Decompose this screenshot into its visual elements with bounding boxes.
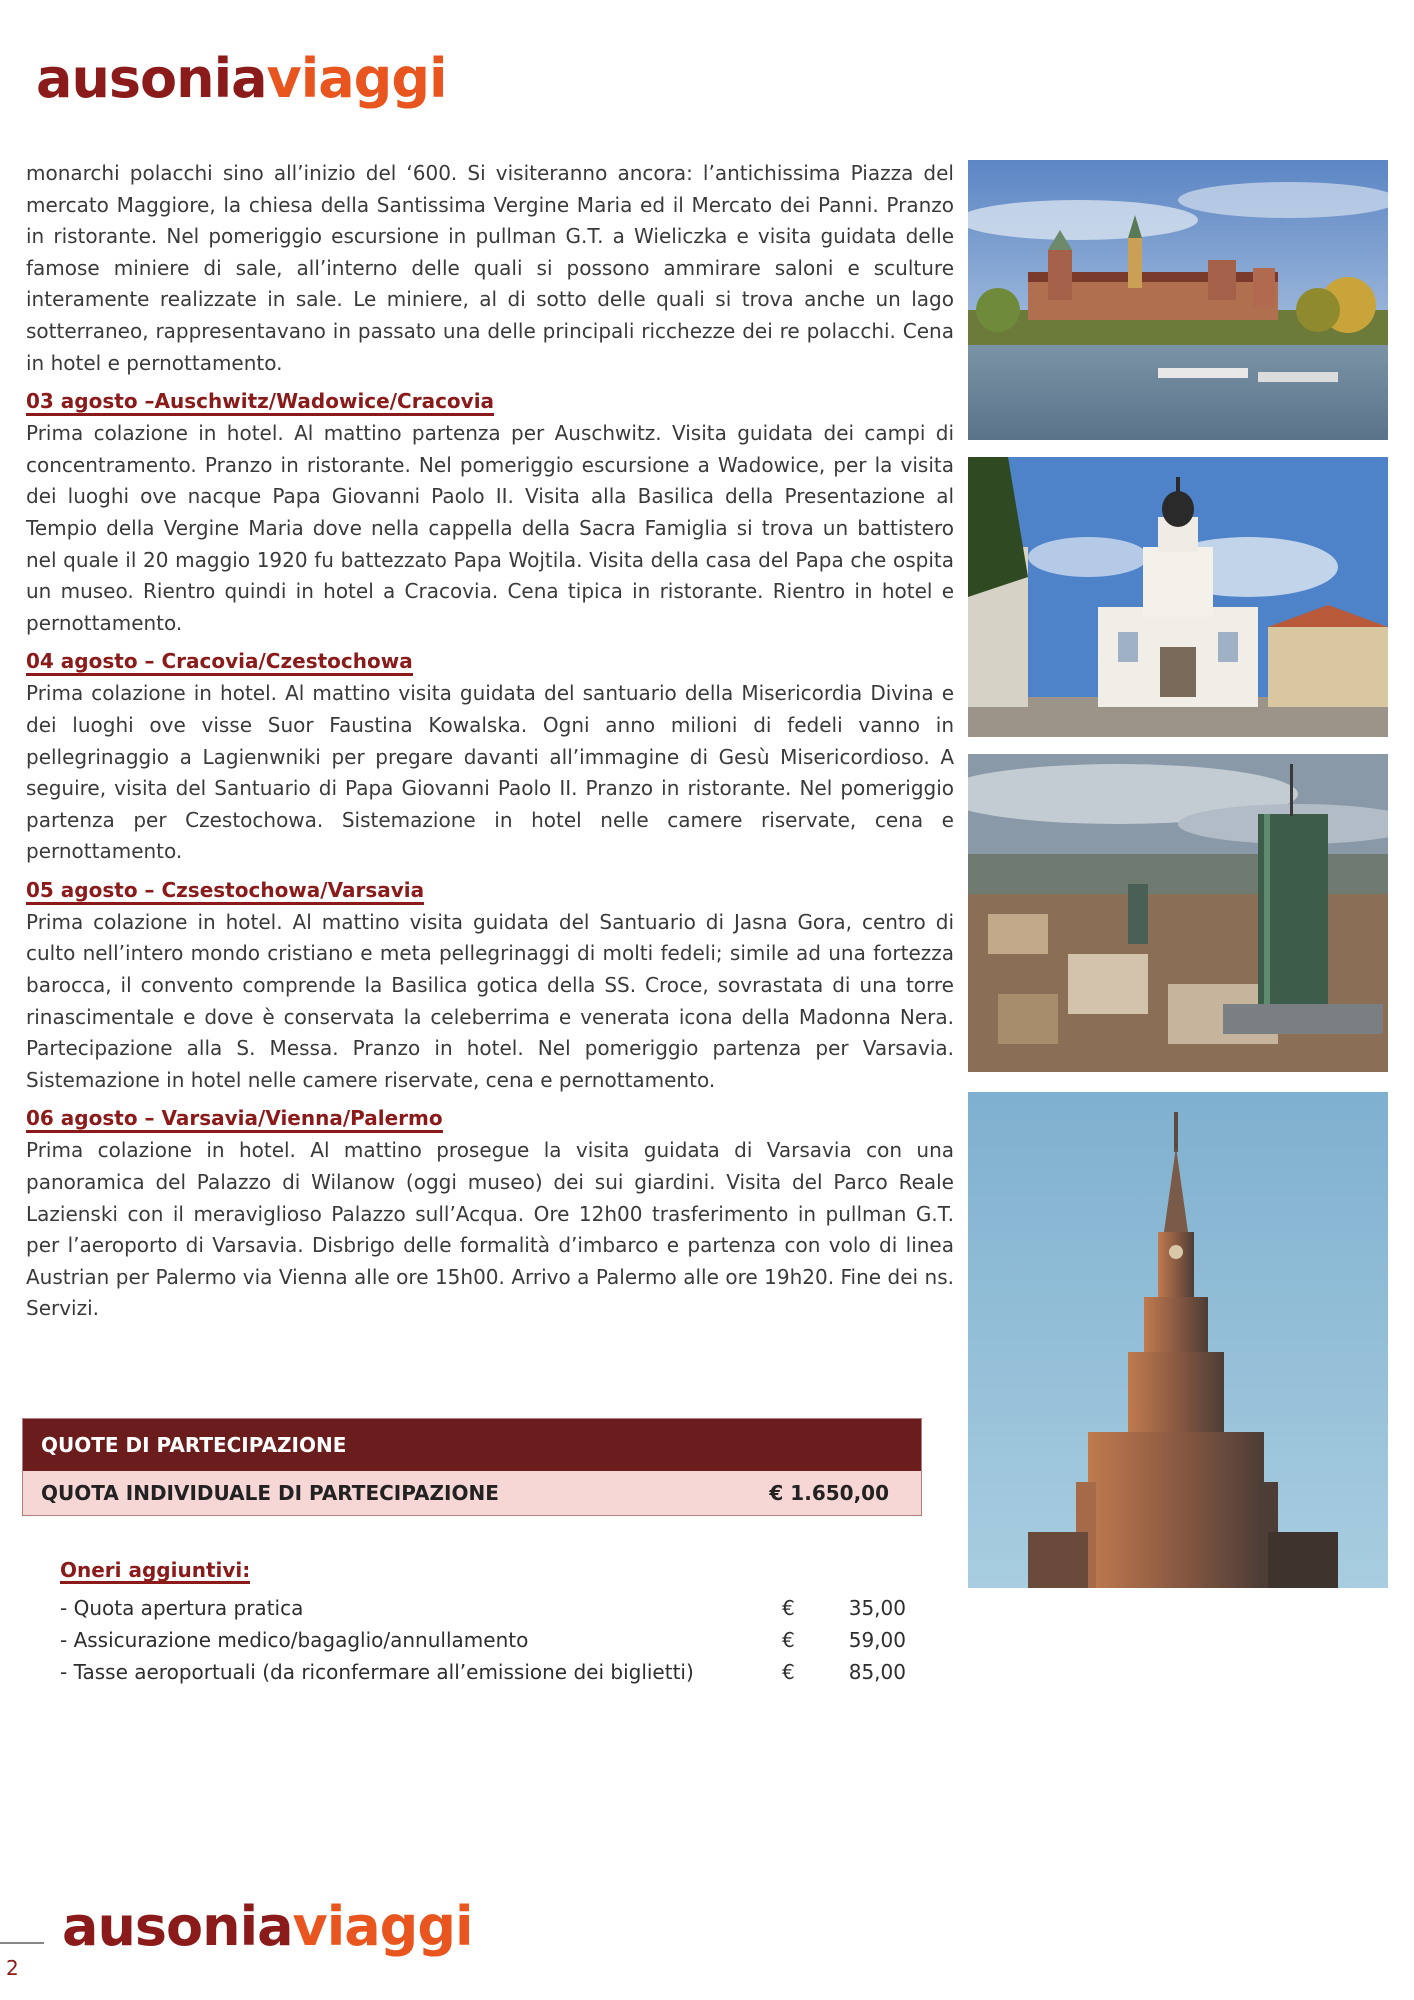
day-text: Prima colazione in hotel. Al mattino prosegue la visita guidata di Varsavia con una panoramica del Palazzo di Wilanow (oggi museo) dei sui giardini. Visita del Parco Reale Lazienski con il meraviglioso Palazzo sull’Acqua. Ore 12h00 trasferimento in pullman G.T. per l’aeroporto di Varsavia. Disbrigo delle formalità d’imbarco e partenza con volo di linea Austrian per Palermo via Vienna alle ore 15h00. Arrivo a Palermo alle ore 19h20. Fine dei ns. Servizi.: [26, 1138, 954, 1321]
quote-row: [23, 1471, 921, 1515]
charge-currency: €: [782, 1660, 795, 1684]
additional-charges: [60, 1558, 906, 1688]
day-title: 04 agosto – Cracovia/Czestochowa: [26, 649, 413, 676]
photo-wawel-castle: [968, 160, 1388, 440]
quote-row-price: € 1.650,00: [769, 1481, 889, 1505]
day-title: 06 agosto – Varsavia/Vienna/Palermo: [26, 1106, 443, 1133]
charge-label: - Quota apertura pratica: [60, 1596, 304, 1620]
charge-row: [60, 1592, 906, 1624]
day-section: [26, 868, 954, 1097]
logo-part-ausonia: ausonia: [62, 1895, 293, 1958]
additional-charges-title: Oneri aggiuntivi:: [60, 1558, 251, 1582]
quote-table: [22, 1418, 922, 1516]
quote-row-label: QUOTA INDIVIDUALE DI PARTECIPAZIONE: [41, 1481, 499, 1505]
quote-table-header: QUOTE DI PARTECIPAZIONE: [23, 1419, 921, 1471]
day-section: [26, 1096, 954, 1325]
day-title: 03 agosto –Auschwitz/Wadowice/Cracovia: [26, 389, 494, 416]
charge-currency: €: [782, 1596, 795, 1620]
intro-paragraph: monarchi polacchi sino all’inizio del ‘600. Si visiteranno ancora: l’antichissima Piazza del mercato Maggiore, la chiesa della Santissima Vergine Maria ed il Mercato dei Panni. Pranzo in ristorante. Nel pomeriggio escursione in pullman G.T. a Wieliczka e visita guidata delle famose miniere di sale, all’interno delle quali si possono ammirare saloni e sculture interamente realizzate in sale. Le miniere, al di sotto delle quali si trova anche un lago sotterraneo, rappresentavano in passato una delle principali ricchezze dei re polacchi. Cena in hotel e pernottamento.: [26, 161, 954, 375]
day-section: [26, 379, 954, 639]
charge-row: [60, 1624, 906, 1656]
day-text: Prima colazione in hotel. Al mattino partenza per Auschwitz. Visita guidata dei campi di concentramento. Pranzo in ristorante. Nel pomeriggio escursione a Wadowice, per la visita dei luoghi ove nacque Papa Giovanni Paolo II. Visita alla Basilica della Presentazione al Tempio della Vergine Maria dove nella cappella della Sacra Famiglia si trova un battistero nel quale il 20 maggio 1920 fu battezzato Papa Wojtila. Visita della casa del Papa che ospita un museo. Rientro quindi in hotel a Cracovia. Cena tipica in ristorante. Rientro in hotel e pernottamento.: [26, 421, 954, 635]
photo-wadowice-basilica: [968, 457, 1388, 737]
charge-label: - Assicurazione medico/bagaglio/annullamento: [60, 1628, 529, 1652]
charge-amount: 35,00: [848, 1596, 906, 1620]
itinerary-text: [26, 158, 954, 1325]
photo-palace-of-culture: [968, 1092, 1388, 1588]
logo-bottom: [62, 1895, 473, 1958]
logo-top: [36, 47, 447, 110]
footer-rule: [0, 1942, 44, 1944]
charge-currency: €: [782, 1628, 795, 1652]
charge-amount: 85,00: [848, 1660, 906, 1684]
charge-row: [60, 1656, 906, 1688]
logo-part-viaggi: viaggi: [266, 47, 447, 110]
day-title: 05 agosto – Czsestochowa/Varsavia: [26, 878, 424, 905]
day-text: Prima colazione in hotel. Al mattino visita guidata del santuario della Misericordia Divina e dei luoghi ove visse Suor Faustina Kowalska. Ogni anno milioni di fedeli vanno in pellegrinaggio a Lagienwniki per pregare davanti all’immagine di Gesù Misericordioso. A seguire, visita del Santuario di Papa Giovanni Paolo II. Pranzo in ristorante. Nel pomeriggio partenza per Czestochowa. Sistemazione in hotel nelle camere riservate, cena e pernottamento.: [26, 681, 954, 864]
page-number: 2: [6, 1956, 19, 1980]
day-text: Prima colazione in hotel. Al mattino visita guidata del Santuario di Jasna Gora, centro di culto nell’intero mondo cristiano e meta pellegrinaggi di molti fedeli; simile ad una fortezza barocca, il convento comprende la Basilica gotica della SS. Croce, sovrastata di una torre rinascimentale e dove è conservata la celeberrima e venerata icona della Madonna Nera. Partecipazione alla S. Messa. Pranzo in hotel. Nel pomeriggio partenza per Varsavia. Sistemazione in hotel nelle camere riservate, cena e pernottamento.: [26, 909, 954, 1092]
charge-amount: 59,00: [848, 1628, 906, 1652]
logo-part-viaggi: viaggi: [292, 1895, 473, 1958]
photo-warsaw-skyline: [968, 754, 1388, 1072]
charge-label: - Tasse aeroportuali (da riconfermare all’emissione dei biglietti): [60, 1660, 694, 1684]
day-section: [26, 639, 954, 868]
logo-part-ausonia: ausonia: [36, 47, 267, 110]
